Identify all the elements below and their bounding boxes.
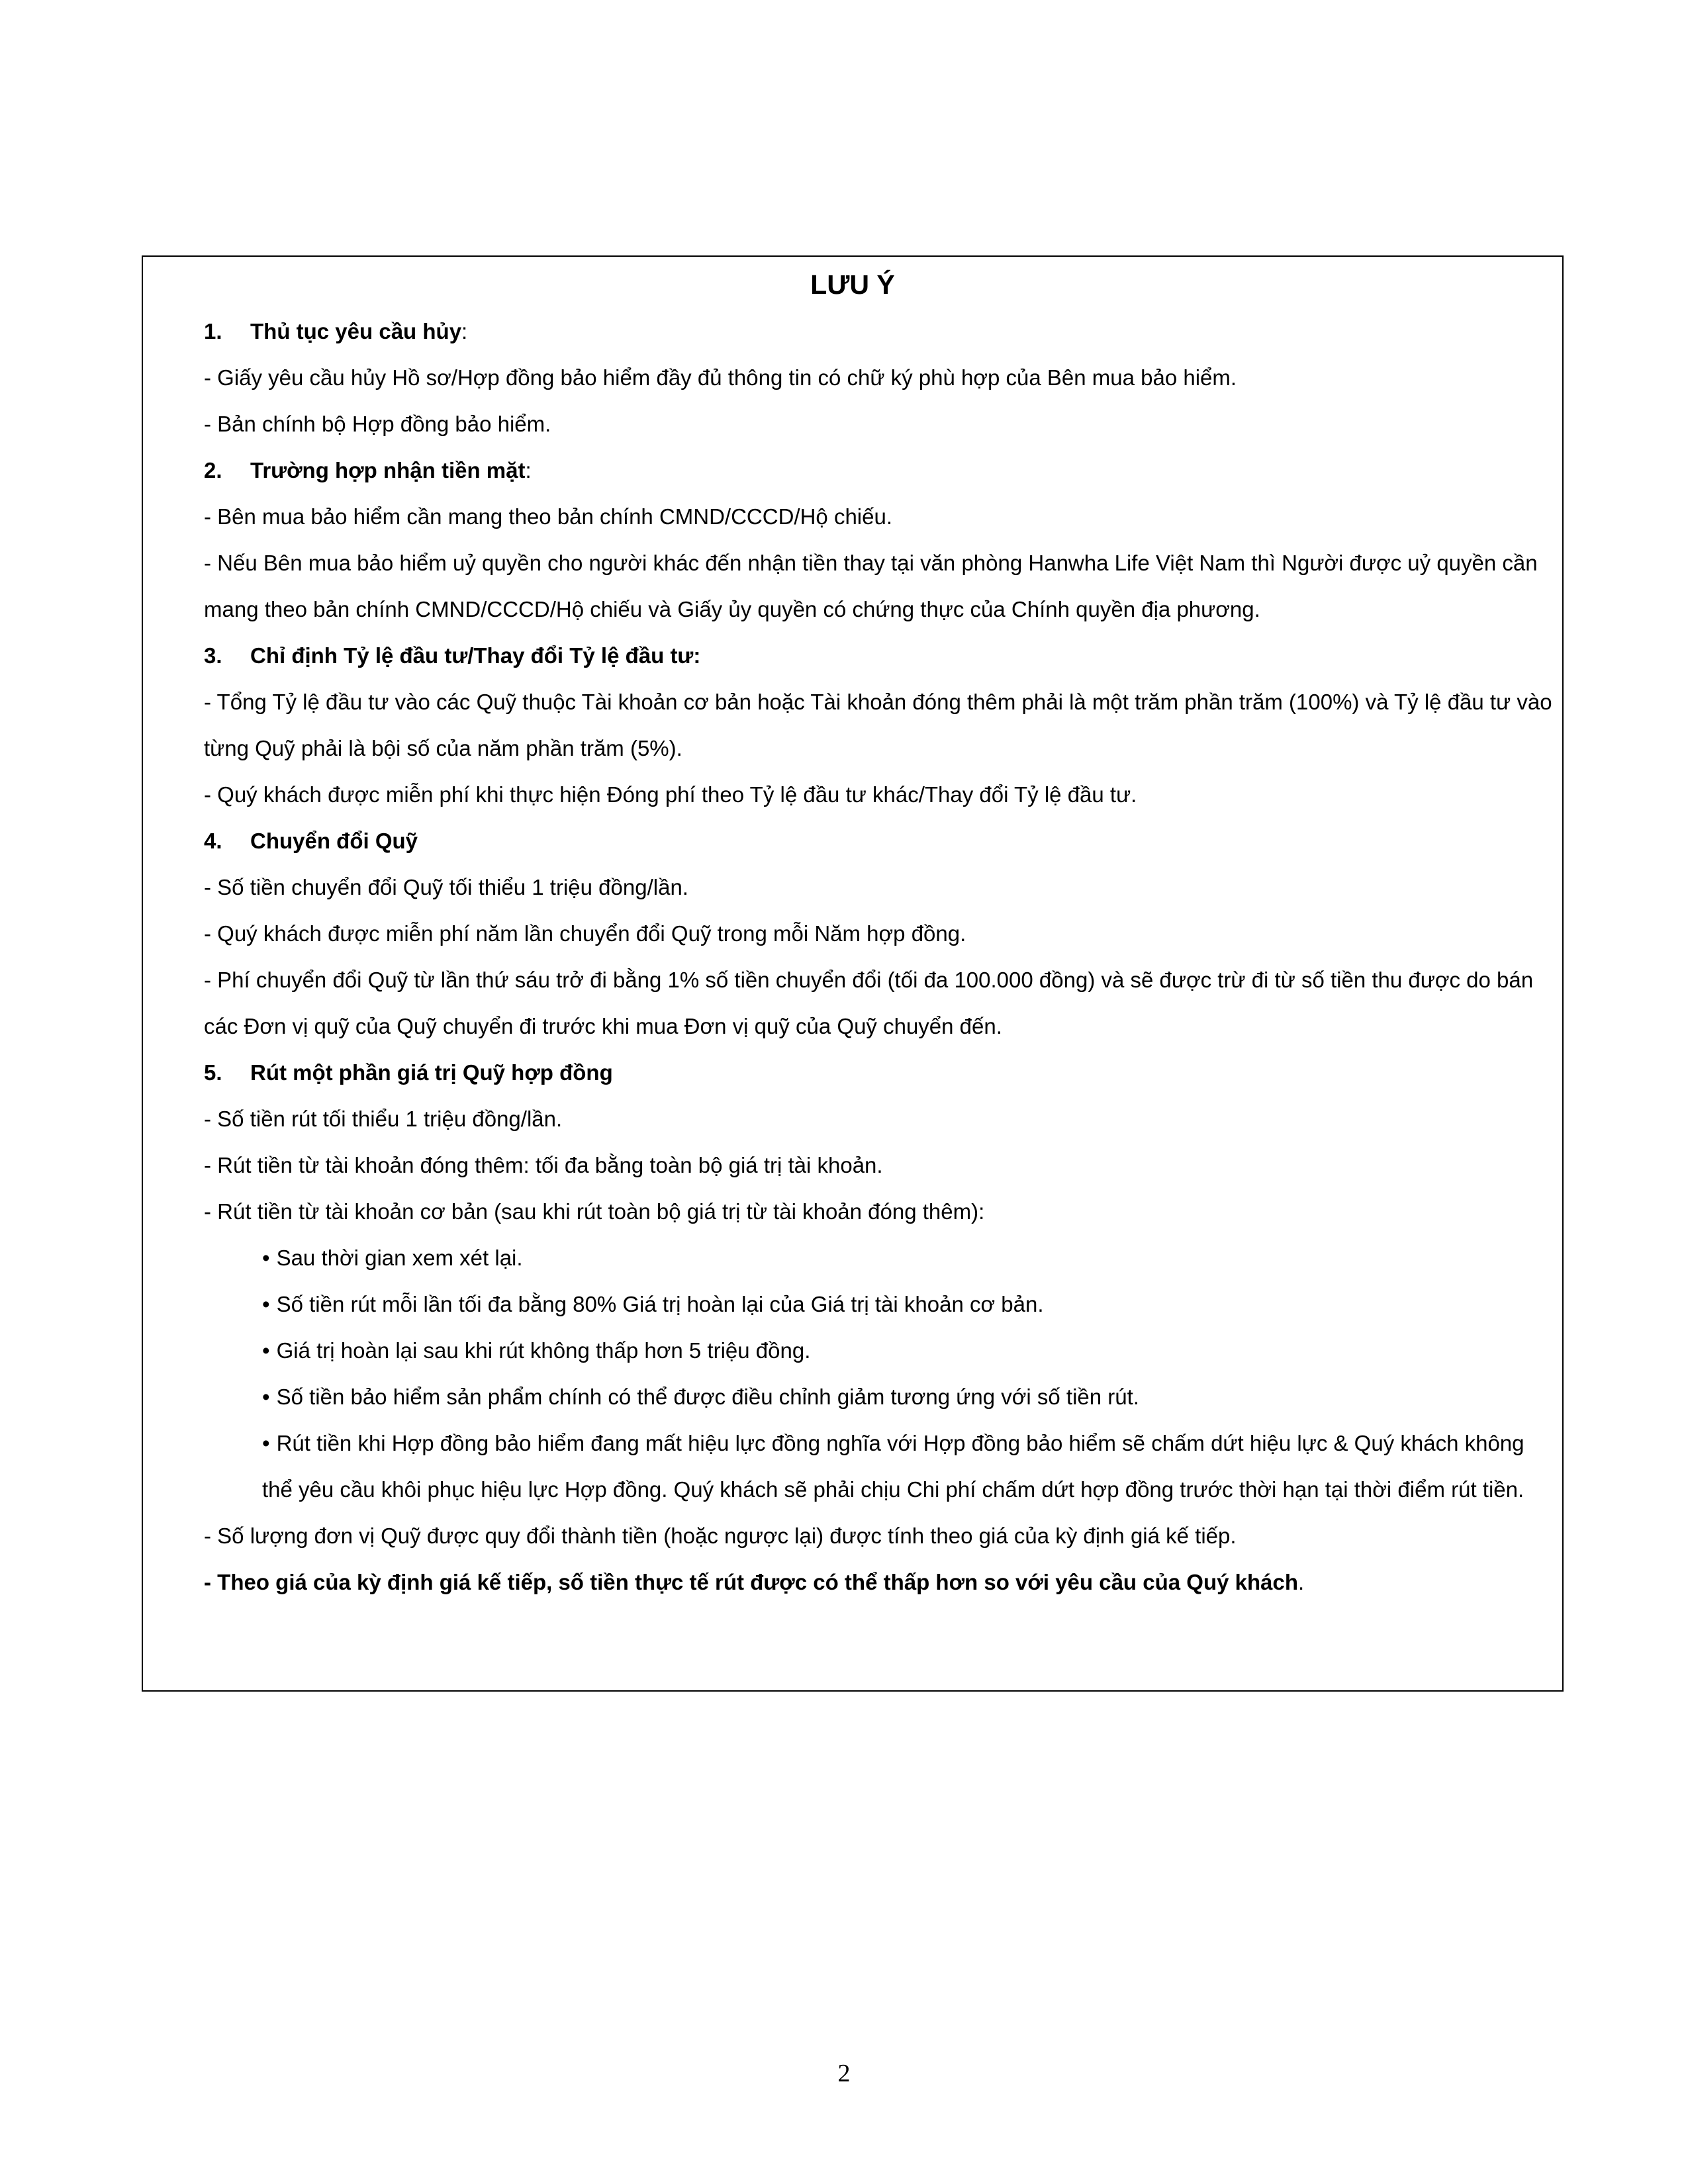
text-line: - Nếu Bên mua bảo hiểm uỷ quyền cho người khác đến nhận tiền thay tại văn phòng Hanwha Life Việt Nam thì Người được uỷ quyền cần mang theo bản chính CMND/CCCD/Hộ chiếu và Giấy ủy quyền có chứng thực của Chính quyền địa phương. bbox=[204, 551, 1538, 621]
section-heading-fund-switch bbox=[204, 818, 1553, 864]
text-line: - Số tiền rút tối thiểu 1 triệu đồng/lần. bbox=[204, 1107, 563, 1131]
text-line: - Quý khách được miễn phí năm lần chuyển đổi Quỹ trong mỗi Năm hợp đồng. bbox=[204, 921, 966, 946]
list-item-text: Giá trị hoàn lại sau khi rút không thấp hơn 5 triệu đồng. bbox=[276, 1338, 811, 1363]
section-number: 2. bbox=[204, 458, 222, 482]
section-number: 3. bbox=[204, 643, 222, 668]
withdrawal-conditions-list bbox=[204, 1235, 1553, 1513]
final-warning-suffix: . bbox=[1298, 1570, 1305, 1594]
list-item bbox=[262, 1328, 1553, 1374]
bullet-icon: • bbox=[262, 1431, 270, 1455]
list-item bbox=[262, 1281, 1553, 1328]
text-line: - Số lượng đơn vị Quỹ được quy đổi thành tiền (hoặc ngược lại) được tính theo giá của kỳ định giá kế tiếp. bbox=[204, 1524, 1237, 1548]
list-item-text: Số tiền bảo hiểm sản phẩm chính có thể được điều chỉnh giảm tương ứng với số tiền rút. bbox=[276, 1385, 1139, 1409]
text-line: - Giấy yêu cầu hủy Hồ sơ/Hợp đồng bảo hiểm đầy đủ thông tin có chữ ký phù hợp của Bên mua bảo hiểm. bbox=[204, 365, 1237, 390]
bullet-icon: • bbox=[262, 1338, 270, 1363]
final-warning-text: Theo giá của kỳ định giá kế tiếp, số tiền thực tế rút được có thể thấp hơn so với yêu cầu của Quý khách bbox=[217, 1570, 1299, 1594]
section-heading-investment-ratio bbox=[204, 633, 1553, 679]
text-line: - Bản chính bộ Hợp đồng bảo hiểm. bbox=[204, 412, 551, 436]
list-item-text: Số tiền rút mỗi lần tối đa bằng 80% Giá trị hoàn lại của Giá trị tài khoản cơ bản. bbox=[276, 1292, 1044, 1316]
section-heading-partial-withdrawal bbox=[204, 1050, 1553, 1096]
section-title: Chỉ định Tỷ lệ đầu tư/Thay đổi Tỷ lệ đầu tư: bbox=[250, 643, 701, 668]
text-line: - Rút tiền từ tài khoản đóng thêm: tối đa bằng toàn bộ giá trị tài khoản. bbox=[204, 1153, 883, 1177]
section-heading-cancellation bbox=[204, 308, 1553, 355]
notice-title: LƯU Ý bbox=[810, 269, 895, 300]
list-item-text: Sau thời gian xem xét lại. bbox=[276, 1246, 523, 1270]
text-line: - Bên mua bảo hiểm cần mang theo bản chính CMND/CCCD/Hộ chiếu. bbox=[204, 504, 892, 529]
section-number: 1. bbox=[204, 319, 222, 343]
section-heading-cash bbox=[204, 447, 1553, 494]
notice-box bbox=[142, 255, 1564, 1692]
section-title: Rút một phần giá trị Quỹ hợp đồng bbox=[250, 1060, 613, 1085]
section-title: Thủ tục yêu cầu hủy bbox=[250, 319, 462, 343]
bullet-icon: • bbox=[262, 1385, 270, 1409]
notice-content bbox=[204, 308, 1553, 1606]
list-item-text: Rút tiền khi Hợp đồng bảo hiểm đang mất hiệu lực đồng nghĩa với Hợp đồng bảo hiểm sẽ chấm dứt hiệu lực & Quý khách không thể yêu cầu khôi phục hiệu lực Hợp đồng. Quý khách sẽ phải chịu Chi phí chấm dứt hợp đồng trước thời hạn tại thời điểm rút tiền. bbox=[262, 1431, 1524, 1502]
section-number: 4. bbox=[204, 829, 222, 853]
section-number: 5. bbox=[204, 1060, 222, 1085]
list-item bbox=[262, 1420, 1553, 1513]
text-line: - Phí chuyển đổi Quỹ từ lần thứ sáu trở đi bằng 1% số tiền chuyển đổi (tối đa 100.000 đồng) và sẽ được trừ đi từ số tiền thu được do bán các Đơn vị quỹ của Quỹ chuyển đi trước khi mua Đơn vị quỹ của Quỹ chuyển đến. bbox=[204, 968, 1534, 1038]
text-line: - Quý khách được miễn phí khi thực hiện Đóng phí theo Tỷ lệ đầu tư khác/Thay đổi Tỷ lệ đầu tư. bbox=[204, 782, 1137, 807]
section-colon: : bbox=[461, 319, 468, 343]
list-item bbox=[262, 1235, 1553, 1281]
final-warning-line bbox=[204, 1559, 1553, 1606]
section-title: Chuyển đổi Quỹ bbox=[250, 829, 418, 853]
section-title: Trường hợp nhận tiền mặt bbox=[250, 458, 526, 482]
page-number: 2 bbox=[837, 2060, 851, 2087]
section-colon: : bbox=[525, 458, 532, 482]
text-line: - Rút tiền từ tài khoản cơ bản (sau khi rút toàn bộ giá trị từ tài khoản đóng thêm): bbox=[204, 1199, 985, 1224]
bullet-icon: • bbox=[262, 1246, 270, 1270]
bullet-icon: • bbox=[262, 1292, 270, 1316]
list-item bbox=[262, 1374, 1553, 1420]
text-line: - Tổng Tỷ lệ đầu tư vào các Quỹ thuộc Tài khoản cơ bản hoặc Tài khoản đóng thêm phải là một trăm phần trăm (100%) và Tỷ lệ đầu tư vào từng Quỹ phải là bội số của năm phần trăm (5%). bbox=[204, 690, 1552, 760]
text-line: - Số tiền chuyển đổi Quỹ tối thiểu 1 triệu đồng/lần. bbox=[204, 875, 688, 899]
final-warning-prefix: - bbox=[204, 1570, 218, 1594]
